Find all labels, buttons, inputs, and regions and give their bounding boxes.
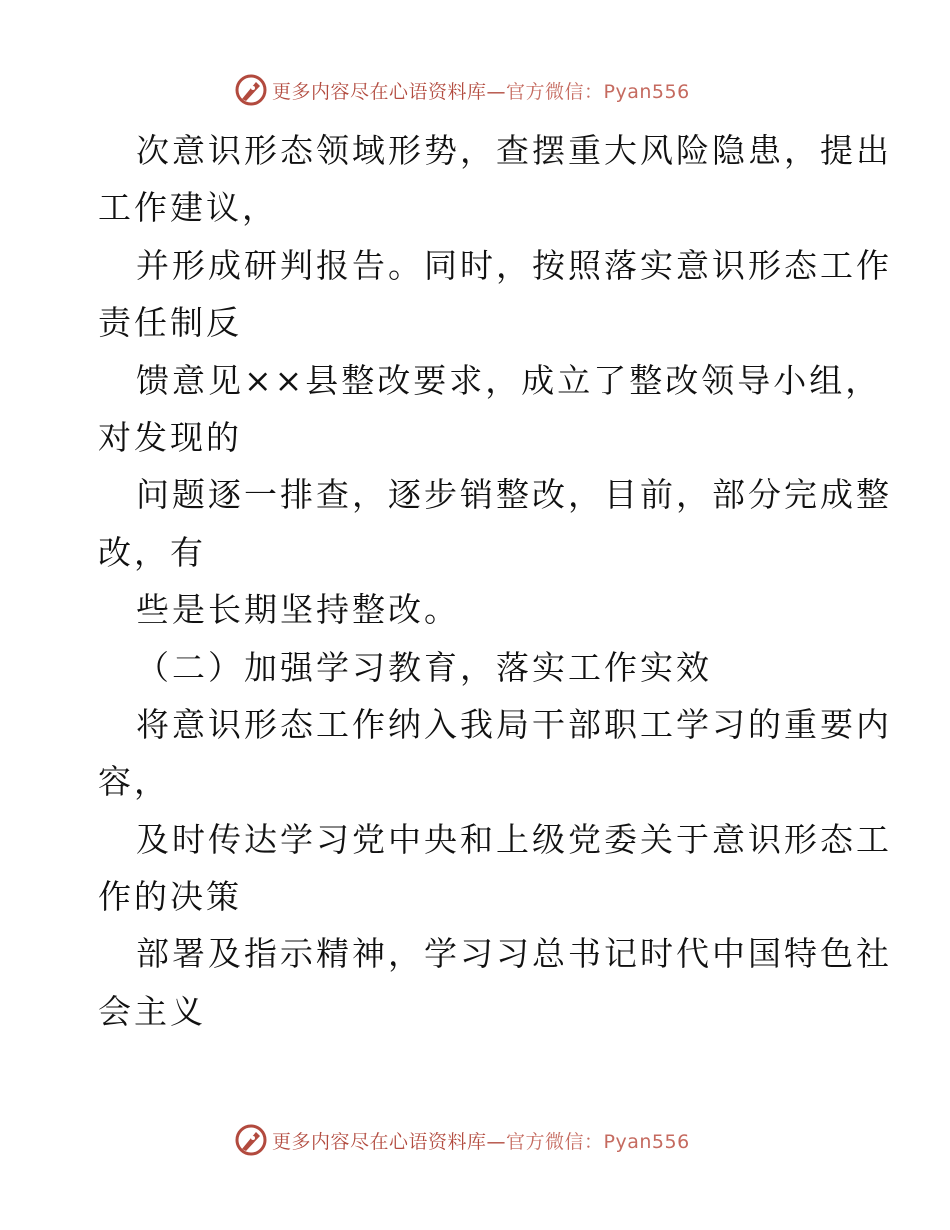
footer-banner (234, 1122, 690, 1158)
text-line: 责任制反 (98, 303, 242, 343)
text-line: 将意识形态工作纳入我局干部职工学习的重要内 (136, 704, 892, 744)
text-line: 作的决策 (98, 877, 242, 917)
text-line: 次意识形态领域形势，查摆重大风险隐患，提出 (136, 131, 892, 170)
text-line: 工作建议， (98, 188, 278, 228)
text-line: 改，有 (98, 532, 206, 572)
footer-banner-text (272, 1127, 690, 1154)
text-line: 容， (98, 762, 170, 802)
text-line: 并形成研判报告。同时，按照落实意识形态工作 (136, 245, 892, 285)
header-banner-text (272, 77, 690, 104)
text-line: 会主义 (98, 991, 206, 1031)
footer-banner-wechat: 官方微信：Pyan556 (506, 1130, 690, 1153)
footer-banner-label: 更多内容尽在心语资料库— (272, 1130, 507, 1153)
text-line: 对发现的 (98, 417, 242, 457)
pen-nib-logo-icon (234, 73, 268, 107)
document-body (98, 122, 892, 1040)
header-banner (234, 72, 690, 108)
text-line: 问题逐一排查，逐步销整改，目前，部分完成整 (136, 475, 892, 515)
header-banner-wechat: 官方微信：Pyan556 (506, 80, 690, 103)
text-line: 部署及指示精神，学习习总书记时代中国特色社 (136, 934, 892, 974)
text-line: 及时传达学习党中央和上级党委关于意识形态工 (136, 819, 892, 859)
text-line: 馈意见××县整改要求，成立了整改领导小组， (136, 360, 882, 400)
pen-nib-logo-icon (234, 1123, 268, 1157)
text-line: （二）加强学习教育，落实工作实效 (136, 647, 712, 687)
header-banner-label: 更多内容尽在心语资料库— (272, 80, 507, 103)
text-line: 些是长期坚持整改。 (136, 590, 460, 630)
